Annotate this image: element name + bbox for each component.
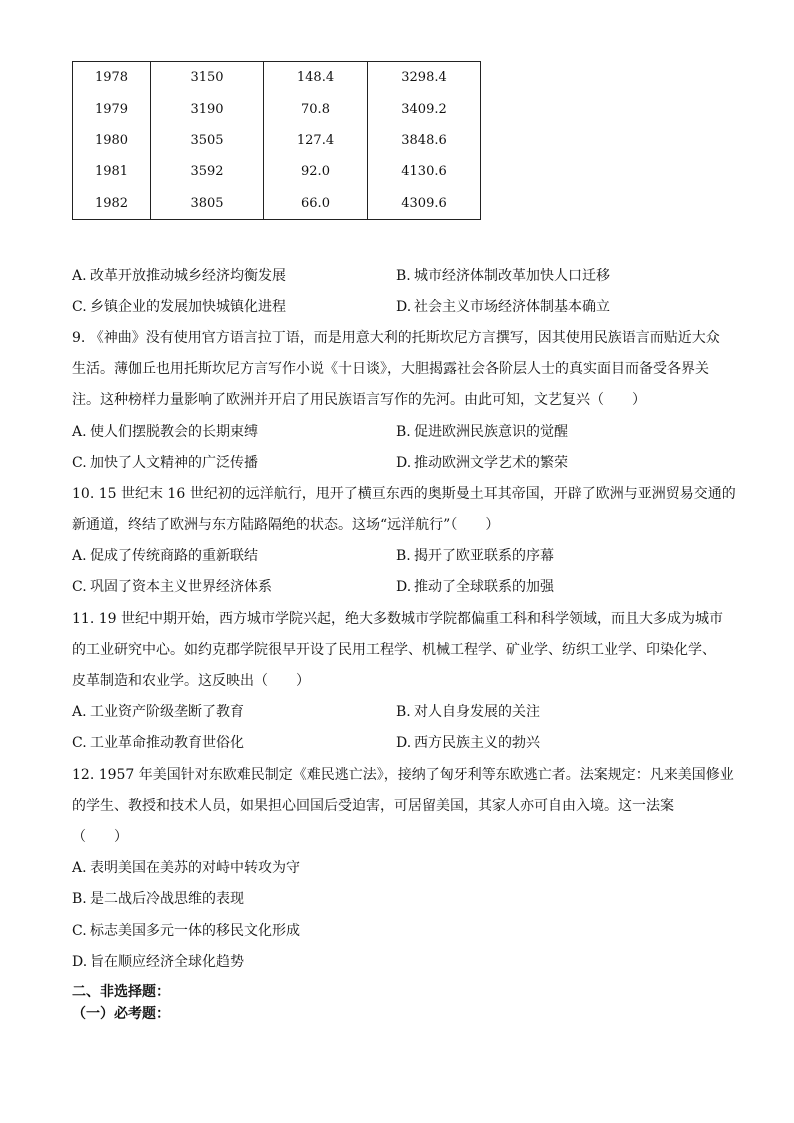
table-cell: 4130.6 bbox=[368, 156, 481, 187]
table-row bbox=[73, 188, 481, 220]
table-cell: 148.4 bbox=[264, 62, 368, 94]
q12-option-a bbox=[72, 858, 300, 878]
q8-option-a bbox=[72, 266, 286, 286]
option-key: C. bbox=[72, 455, 87, 471]
table-cell: 3409.2 bbox=[368, 93, 481, 124]
table-cell: 92.0 bbox=[264, 156, 368, 187]
q9-stem-line-3: 注。这种榜样力量影响了欧洲并开启了用民族语言写作的先河。由此可知，文艺复兴（ ） bbox=[72, 392, 646, 408]
table-cell: 4309.6 bbox=[368, 188, 481, 220]
option-text: 西方民族主义的勃兴 bbox=[414, 735, 540, 751]
option-key: D. bbox=[396, 579, 412, 595]
table-cell: 66.0 bbox=[264, 188, 368, 220]
data-table bbox=[72, 61, 481, 220]
option-key: B. bbox=[396, 704, 411, 720]
option-key: B. bbox=[72, 891, 87, 907]
q10-stem-line-1: 10. 15 世纪末 16 世纪初的远洋航行，甩开了横亘东西的奥斯曼土耳其帝国，开辟了欧洲与亚洲贸易交通的 bbox=[72, 486, 736, 502]
option-text: 推动欧洲文学艺术的繁荣 bbox=[414, 455, 568, 471]
q11-option-a bbox=[72, 702, 244, 722]
q11-option-d bbox=[396, 733, 540, 753]
q12-option-b bbox=[72, 889, 244, 909]
table-cell: 127.4 bbox=[264, 125, 368, 156]
table-cell: 1979 bbox=[73, 93, 151, 124]
table-cell: 1978 bbox=[73, 62, 151, 94]
option-text: 对人自身发展的关注 bbox=[414, 704, 540, 720]
q12-option-d bbox=[72, 952, 244, 972]
q11-stem-line-3: 皮革制造和农业学。这反映出（ ） bbox=[72, 673, 310, 689]
option-text: 揭开了欧亚联系的序幕 bbox=[414, 548, 554, 564]
option-text: 使人们摆脱教会的长期束缚 bbox=[90, 424, 258, 440]
table-row bbox=[73, 156, 481, 187]
table-cell: 1982 bbox=[73, 188, 151, 220]
table-row bbox=[73, 93, 481, 124]
table-cell: 3298.4 bbox=[368, 62, 481, 94]
option-key: A. bbox=[72, 424, 87, 440]
q10-option-c bbox=[72, 577, 272, 597]
option-text: 推动了全球联系的加强 bbox=[414, 579, 554, 595]
option-text: 是二战后冷战思维的表现 bbox=[90, 891, 244, 907]
q12-stem-line-2: 的学生、教授和技术人员，如果担心回国后受迫害，可居留美国，其家人亦可自由入境。这一法案 bbox=[72, 798, 674, 814]
q12-option-c bbox=[72, 921, 300, 941]
q11-option-b bbox=[396, 702, 540, 722]
q10-option-a bbox=[72, 546, 258, 566]
option-key: B. bbox=[396, 548, 411, 564]
option-text: 巩固了资本主义世界经济体系 bbox=[90, 579, 272, 595]
table-cell: 1981 bbox=[73, 156, 151, 187]
option-text: 标志美国多元一体的移民文化形成 bbox=[90, 923, 300, 939]
table-cell: 3848.6 bbox=[368, 125, 481, 156]
q8-option-c bbox=[72, 297, 286, 317]
q11-stem-line-2: 的工业研究中心。如约克郡学院很早开设了民用工程学、机械工程学、矿业学、纺织工业学、印染化学、 bbox=[72, 642, 716, 658]
option-key: C. bbox=[72, 579, 87, 595]
table-row bbox=[73, 125, 481, 156]
table-cell: 3505 bbox=[151, 125, 264, 156]
q9-stem-line-2: 生活。薄伽丘也用托斯坎尼方言写作小说《十日谈》，大胆揭露社会各阶层人士的真实面目而备受各界关 bbox=[72, 361, 709, 377]
option-key: A. bbox=[72, 268, 87, 284]
table-cell: 3150 bbox=[151, 62, 264, 94]
q11-option-c bbox=[72, 733, 244, 753]
table-row bbox=[73, 62, 481, 94]
q10-option-b bbox=[396, 546, 554, 566]
option-key: A. bbox=[72, 704, 87, 720]
option-key: A. bbox=[72, 548, 87, 564]
q10-stem-line-2: 新通道，终结了欧洲与东方陆路隔绝的状态。这场“远洋航行”（ ） bbox=[72, 517, 500, 533]
table-cell: 3592 bbox=[151, 156, 264, 187]
option-text: 促成了传统商路的重新联结 bbox=[90, 548, 258, 564]
option-key: A. bbox=[72, 860, 87, 876]
option-text: 加快了人文精神的广泛传播 bbox=[90, 455, 258, 471]
table-cell: 1980 bbox=[73, 125, 151, 156]
option-text: 城市经济体制改革加快人口迁移 bbox=[414, 268, 610, 284]
option-key: C. bbox=[72, 735, 87, 751]
option-key: D. bbox=[396, 455, 412, 471]
q9-stem-line-1: 9. 《神曲》没有使用官方语言拉丁语，而是用意大利的托斯坎尼方言撰写，因其使用民族语言而贴近大众 bbox=[72, 330, 720, 346]
section-title: 二、非选择题： bbox=[72, 984, 170, 1000]
option-text: 乡镇企业的发展加快城镇化进程 bbox=[90, 299, 286, 315]
q8-option-d bbox=[396, 297, 610, 317]
option-key: D. bbox=[396, 735, 412, 751]
option-key: B. bbox=[396, 268, 411, 284]
option-key: C. bbox=[72, 923, 87, 939]
option-text: 社会主义市场经济体制基本确立 bbox=[414, 299, 610, 315]
q10-option-d bbox=[396, 577, 554, 597]
option-text: 促进欧洲民族意识的觉醒 bbox=[414, 424, 568, 440]
option-key: D. bbox=[396, 299, 412, 315]
option-text: 表明美国在美苏的对峙中转攻为守 bbox=[90, 860, 300, 876]
q12-stem-line-3: （ ） bbox=[72, 829, 128, 845]
option-text: 工业革命推动教育世俗化 bbox=[90, 735, 244, 751]
q9-option-b bbox=[396, 422, 568, 442]
q9-option-c bbox=[72, 453, 258, 473]
q8-option-b bbox=[396, 266, 610, 286]
option-text: 改革开放推动城乡经济均衡发展 bbox=[90, 268, 286, 284]
section-subtitle: （一）必考题： bbox=[72, 1006, 170, 1022]
option-key: B. bbox=[396, 424, 411, 440]
table-cell: 3805 bbox=[151, 188, 264, 220]
option-key: C. bbox=[72, 299, 87, 315]
q11-stem-line-1: 11. 19 世纪中期开始，西方城市学院兴起，绝大多数城市学院都偏重工科和科学领域，而且大多成为城市 bbox=[72, 611, 723, 627]
option-text: 工业资产阶级垄断了教育 bbox=[90, 704, 244, 720]
option-text: 旨在顺应经济全球化趋势 bbox=[90, 954, 244, 970]
table-cell: 70.8 bbox=[264, 93, 368, 124]
q9-option-a bbox=[72, 422, 258, 442]
q12-stem-line-1: 12. 1957 年美国针对东欧难民制定《难民逃亡法》，接纳了匈牙利等东欧逃亡者。法案规定：凡来美国修业 bbox=[72, 767, 734, 783]
table-cell: 3190 bbox=[151, 93, 264, 124]
option-key: D. bbox=[72, 954, 88, 970]
q9-option-d bbox=[396, 453, 568, 473]
